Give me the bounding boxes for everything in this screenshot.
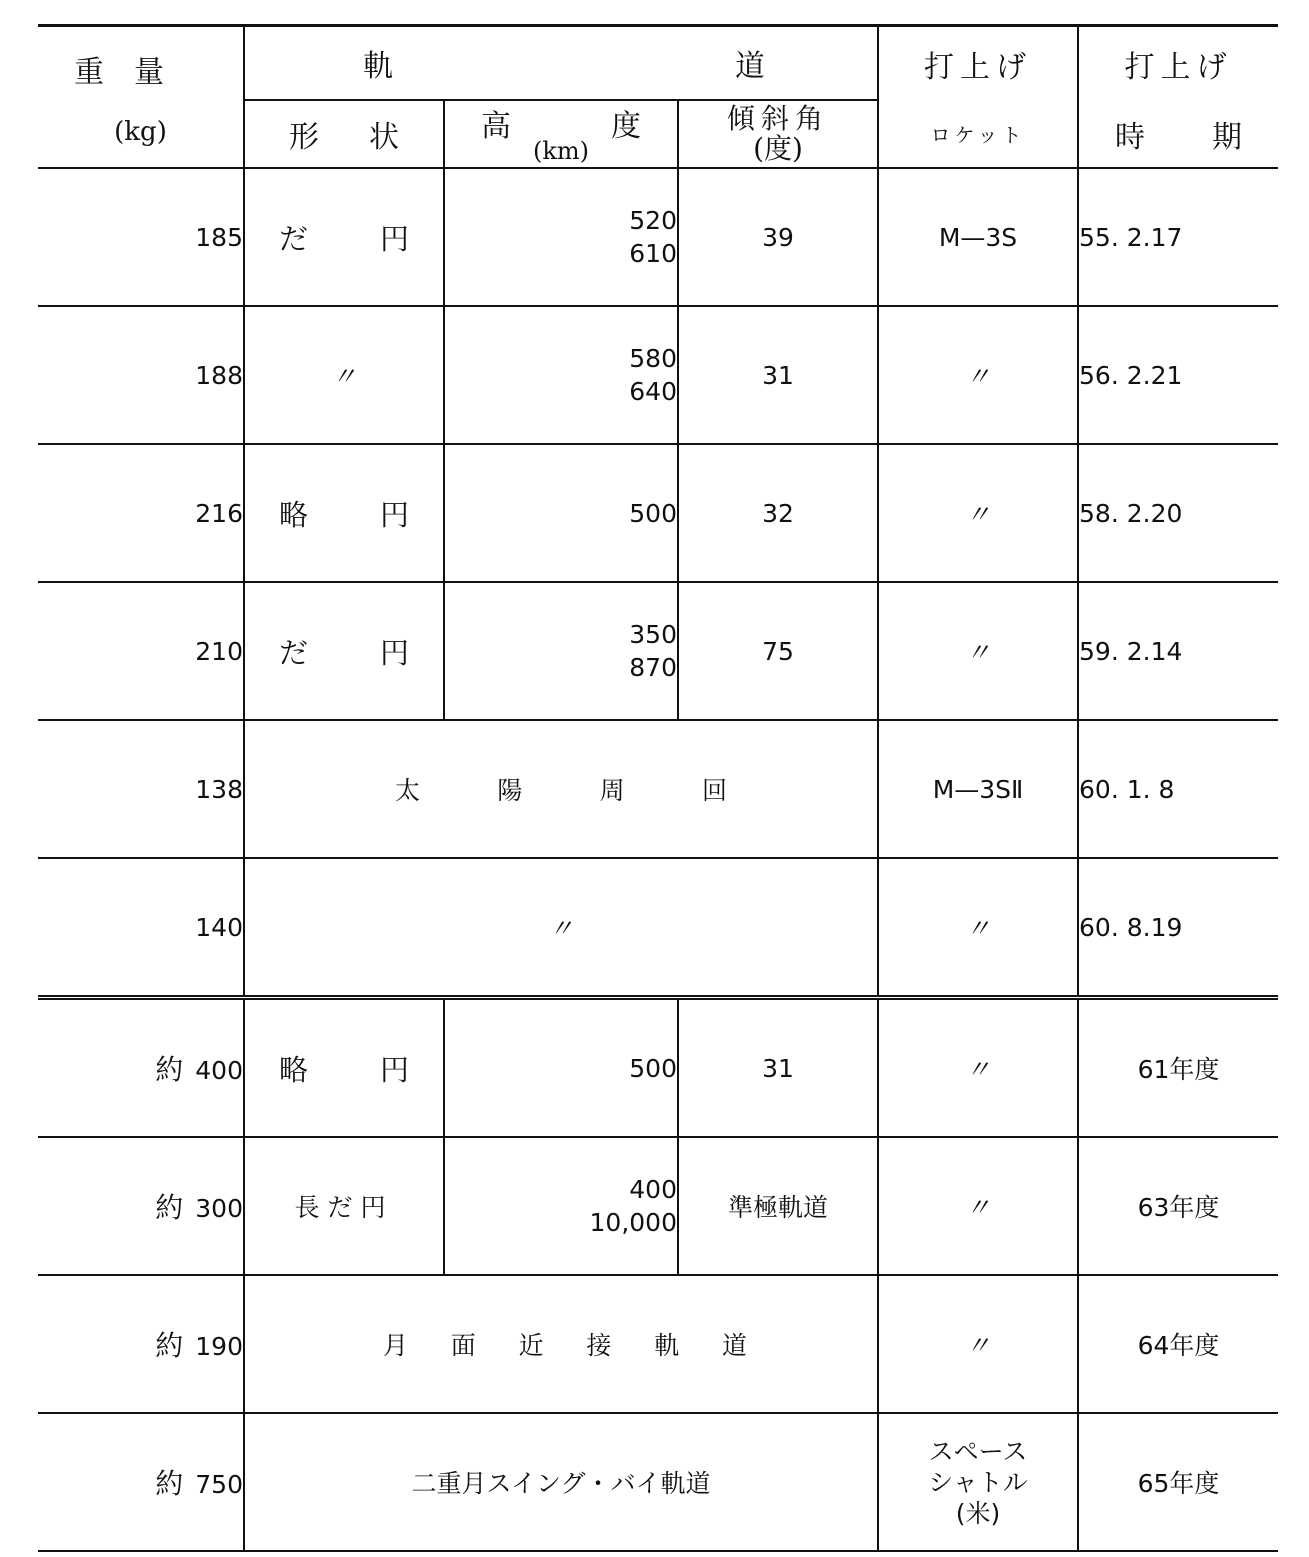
altitude-line: 640 bbox=[629, 377, 677, 406]
shape-text-b: 円 bbox=[379, 635, 409, 670]
shape-label-a: 形 bbox=[289, 120, 319, 155]
header-rocket bbox=[878, 26, 1078, 101]
altitude-label-a: 高 bbox=[481, 109, 511, 144]
altitude-line: 520 bbox=[629, 206, 677, 235]
shape-text-a: 略 bbox=[279, 497, 309, 532]
weight-cell: 140 bbox=[38, 858, 244, 998]
header-orbit bbox=[244, 26, 878, 101]
orbit-char: 面 bbox=[450, 1331, 476, 1360]
weight-prefix: 約 bbox=[155, 1191, 184, 1224]
date-cell: 56. 2.21 bbox=[1078, 306, 1278, 444]
orbit-char: 太 bbox=[395, 776, 421, 805]
rocket-line: (米) bbox=[955, 1498, 1001, 1528]
satellite-spec-table bbox=[38, 24, 1278, 1552]
date-cell: 63年度 bbox=[1078, 1137, 1278, 1275]
altitude-unit: (km) bbox=[532, 137, 590, 165]
weight-cell bbox=[38, 1413, 244, 1551]
altitude-cell bbox=[444, 168, 678, 306]
date-cell: 58. 2.20 bbox=[1078, 444, 1278, 582]
altitude-line: 500 bbox=[629, 1053, 677, 1083]
rocket-cell: 〃 bbox=[878, 582, 1078, 720]
altitude-line: 610 bbox=[629, 239, 677, 268]
orbit-span-cell: 二重月スイング・バイ軌道 bbox=[244, 1413, 878, 1551]
rocket-cell: 〃 bbox=[878, 306, 1078, 444]
date-sub-b: 期 bbox=[1212, 119, 1243, 155]
altitude-cell bbox=[444, 306, 678, 444]
shape-text-a: 略 bbox=[279, 1052, 309, 1087]
rocket-cell: M—3SⅡ bbox=[878, 720, 1078, 858]
altitude-cell bbox=[444, 1137, 678, 1275]
table-row bbox=[38, 998, 1278, 1138]
header-shape bbox=[244, 100, 444, 168]
orbit-char: 周 bbox=[599, 776, 625, 805]
date-cell: 60. 1. 8 bbox=[1078, 720, 1278, 858]
orbit-char: 月 bbox=[383, 1331, 409, 1360]
inclination-unit: (度) bbox=[753, 132, 803, 165]
date-cell: 60. 8.19 bbox=[1078, 858, 1278, 998]
inclination-cell: 32 bbox=[678, 444, 878, 582]
inclination-cell: 31 bbox=[678, 998, 878, 1138]
header-date-sub bbox=[1078, 100, 1278, 168]
date-cell: 64年度 bbox=[1078, 1275, 1278, 1413]
shape-text-a: だ bbox=[279, 221, 309, 256]
shape-text-b: 円 bbox=[379, 221, 409, 256]
altitude-line: 870 bbox=[629, 653, 677, 682]
weight-cell: 216 bbox=[38, 444, 244, 582]
shape-cell bbox=[244, 444, 444, 582]
altitude-line: 580 bbox=[629, 344, 677, 373]
rocket-cell bbox=[878, 1413, 1078, 1551]
inclination-cell: 31 bbox=[678, 306, 878, 444]
inclination-label: 傾斜角 bbox=[727, 102, 830, 135]
header-rocket-sub bbox=[878, 100, 1078, 168]
table-row bbox=[38, 306, 1278, 444]
altitude-cell bbox=[444, 444, 678, 582]
rocket-cell: M—3S bbox=[878, 168, 1078, 306]
date-label: 打上げ bbox=[1124, 49, 1233, 85]
date-sub-a: 時 bbox=[1115, 119, 1146, 155]
weight-unit: (kg) bbox=[114, 117, 167, 147]
orbit-char: 近 bbox=[518, 1331, 544, 1360]
date-cell: 61年度 bbox=[1078, 998, 1278, 1138]
orbit-label-right: 道 bbox=[735, 49, 766, 84]
shape-cell bbox=[244, 168, 444, 306]
inclination-cell: 39 bbox=[678, 168, 878, 306]
altitude-line: 10,000 bbox=[589, 1208, 677, 1237]
orbit-char: 軌 bbox=[654, 1331, 680, 1360]
altitude-label-b: 度 bbox=[611, 109, 641, 144]
altitude-line: 350 bbox=[629, 620, 677, 649]
weight-value: 400 bbox=[195, 1056, 243, 1085]
weight-value: 300 bbox=[195, 1194, 243, 1223]
shape-text-b: 円 bbox=[379, 497, 409, 532]
weight-prefix: 約 bbox=[155, 1467, 184, 1500]
rocket-cell: 〃 bbox=[878, 998, 1078, 1138]
weight-cell: 185 bbox=[38, 168, 244, 306]
rocket-cell: 〃 bbox=[878, 444, 1078, 582]
altitude-line: 400 bbox=[629, 1175, 677, 1204]
altitude-cell bbox=[444, 582, 678, 720]
shape-cell bbox=[244, 582, 444, 720]
weight-cell bbox=[38, 1137, 244, 1275]
shape-label-b: 状 bbox=[369, 120, 399, 155]
date-cell: 59. 2.14 bbox=[1078, 582, 1278, 720]
orbit-char: 陽 bbox=[497, 776, 523, 805]
shape-text-a: だ bbox=[279, 635, 309, 670]
inclination-cell: 75 bbox=[678, 582, 878, 720]
table-row bbox=[38, 858, 1278, 998]
date-cell: 65年度 bbox=[1078, 1413, 1278, 1551]
altitude-cell bbox=[444, 998, 678, 1138]
spec-table bbox=[38, 24, 1278, 1552]
inclination-cell: 準極軌道 bbox=[678, 1137, 878, 1275]
table-row bbox=[38, 1137, 1278, 1275]
orbit-label-left: 軌 bbox=[363, 49, 393, 84]
table-row bbox=[38, 582, 1278, 720]
weight-prefix: 約 bbox=[155, 1329, 184, 1362]
table-row bbox=[38, 1413, 1278, 1551]
rocket-label: 打上げ bbox=[924, 49, 1033, 85]
shape-cell bbox=[244, 998, 444, 1138]
weight-cell: 210 bbox=[38, 582, 244, 720]
rocket-line: シャトル bbox=[928, 1467, 1028, 1497]
weight-value: 190 bbox=[195, 1332, 243, 1361]
rocket-line: スペース bbox=[928, 1436, 1028, 1466]
shape-cell: 〃 bbox=[244, 306, 444, 444]
orbit-char: 道 bbox=[721, 1331, 747, 1360]
shape-cell: 長だ円 bbox=[244, 1137, 444, 1275]
table-row bbox=[38, 168, 1278, 306]
orbit-span-cell bbox=[244, 720, 878, 858]
weight-value: 750 bbox=[195, 1470, 243, 1499]
orbit-char: 回 bbox=[701, 776, 727, 805]
orbit-char: 接 bbox=[586, 1331, 612, 1360]
weight-cell: 188 bbox=[38, 306, 244, 444]
weight-prefix: 約 bbox=[155, 1053, 184, 1086]
header-altitude bbox=[444, 100, 678, 168]
date-cell: 55. 2.17 bbox=[1078, 168, 1278, 306]
rocket-cell: 〃 bbox=[878, 1275, 1078, 1413]
table-row bbox=[38, 444, 1278, 582]
orbit-span-cell: 〃 bbox=[244, 858, 878, 998]
header-date bbox=[1078, 26, 1278, 101]
table-row bbox=[38, 1275, 1278, 1413]
rocket-cell: 〃 bbox=[878, 858, 1078, 998]
header-weight bbox=[38, 26, 244, 169]
weight-cell: 138 bbox=[38, 720, 244, 858]
weight-cell bbox=[38, 998, 244, 1138]
table-row bbox=[38, 720, 1278, 858]
weight-label: 重 量 bbox=[74, 55, 164, 90]
header-inclination bbox=[678, 100, 878, 168]
altitude-line: 500 bbox=[629, 498, 677, 528]
shape-text-b: 円 bbox=[379, 1052, 409, 1087]
rocket-cell: 〃 bbox=[878, 1137, 1078, 1275]
weight-cell bbox=[38, 1275, 244, 1413]
orbit-span-cell bbox=[244, 1275, 878, 1413]
rocket-sub-label: ロケット bbox=[930, 123, 1026, 147]
